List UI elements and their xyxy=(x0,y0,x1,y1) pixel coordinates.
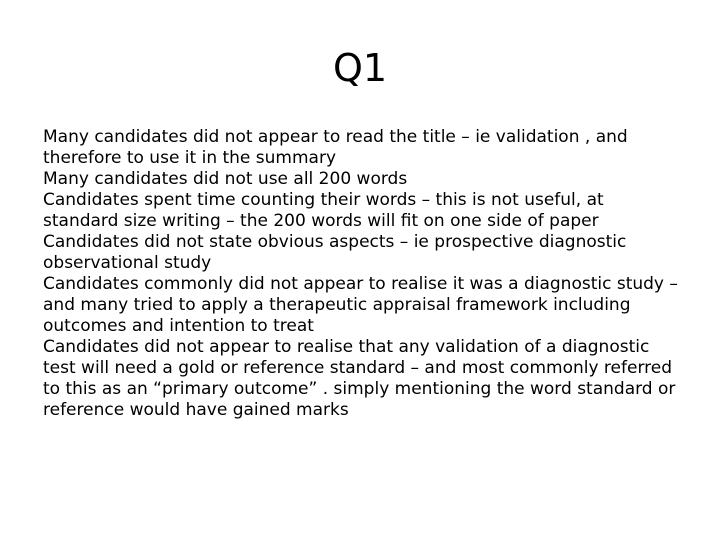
bullet-item: Candidates did not appear to realise that any validation of a diagnostic test will need a gold or reference standard – and most commonly referred to this as an “primary outcome” . simply mentioning the word standard or reference would have gained marks xyxy=(43,337,676,420)
bullet-item: Many candidates did not use all 200 words xyxy=(43,169,408,189)
bullet-item: Many candidates did not appear to read the title – ie validation , and therefore to use it in the summary xyxy=(43,127,628,168)
slide-title: Q1 xyxy=(332,46,388,90)
bullet-item: Candidates did not state obvious aspects – ie prospective diagnostic observational study xyxy=(43,232,627,273)
bullet-item: Candidates spent time counting their words – this is not useful, at standard size writing – the 200 words will fit on one side of paper xyxy=(43,190,604,231)
bullet-item: Candidates commonly did not appear to realise it was a diagnostic study – and many tried to apply a therapeutic appraisal framework including outcomes and intention to treat xyxy=(43,274,678,336)
bullet-list xyxy=(43,127,683,421)
